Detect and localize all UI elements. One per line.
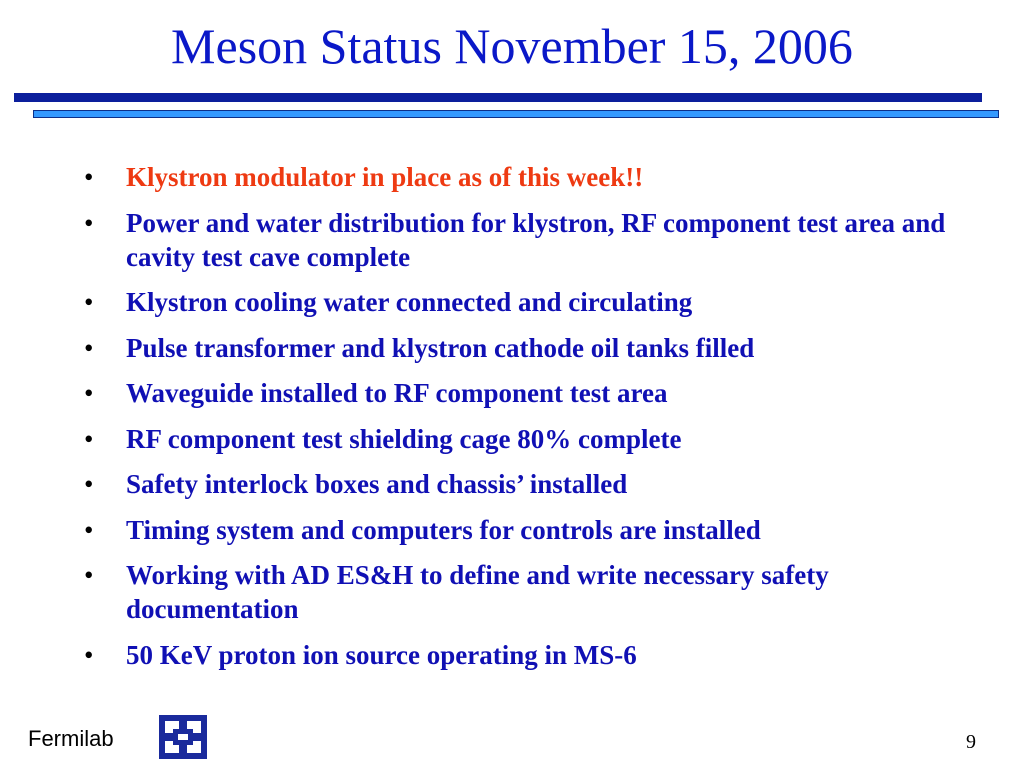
bullet-text: Safety interlock boxes and chassis’ installed (126, 469, 628, 499)
fermilab-logo-icon (157, 713, 209, 761)
bullet-item (82, 513, 962, 547)
bullet-list (82, 160, 962, 683)
slide-title: Meson Status November 15, 2006 (171, 18, 853, 74)
bullet-text: RF component test shielding cage 80% complete (126, 423, 682, 454)
bullet-text: Klystron modulator in place as of this week!! (126, 162, 644, 192)
bullet-text: Timing system and computers for controls are installed (126, 514, 761, 545)
bullet-marker: • (84, 378, 94, 408)
bullet-item (82, 467, 962, 501)
bullet-marker: • (84, 207, 94, 238)
bullet-item (82, 638, 962, 672)
bullet-text: Pulse transformer and klystron cathode oil tanks filled (126, 332, 755, 363)
bullet-marker: • (84, 469, 94, 499)
title-rule-light (33, 110, 999, 118)
bullet-marker: • (84, 162, 94, 192)
bullet-item (82, 376, 962, 410)
bullet-marker: • (84, 332, 94, 363)
bullet-text: Power and water distribution for klystron, RF component test area and cavity test cave complete (126, 207, 946, 272)
page-number: 9 (966, 731, 976, 753)
bullet-text: Waveguide installed to RF component test area (126, 378, 668, 408)
bullet-marker: • (84, 514, 94, 545)
bullet-item (82, 206, 962, 274)
bullet-marker: • (84, 560, 94, 590)
bullet-marker: • (84, 423, 94, 454)
bullet-marker: • (84, 287, 94, 317)
bullet-marker: • (84, 639, 94, 670)
footer-organization: Fermilab (28, 726, 114, 751)
title-rule-dark (14, 93, 982, 102)
bullet-item (82, 331, 962, 365)
bullet-item (82, 285, 962, 319)
bullet-text: Working with AD ES&H to define and write necessary safety documentation (126, 560, 829, 624)
bullet-item (82, 422, 962, 456)
bullet-text: Klystron cooling water connected and circulating (126, 287, 693, 317)
bullet-item (82, 160, 962, 194)
bullet-item (82, 558, 962, 626)
bullet-text: 50 KeV proton ion source operating in MS-6 (126, 639, 637, 670)
